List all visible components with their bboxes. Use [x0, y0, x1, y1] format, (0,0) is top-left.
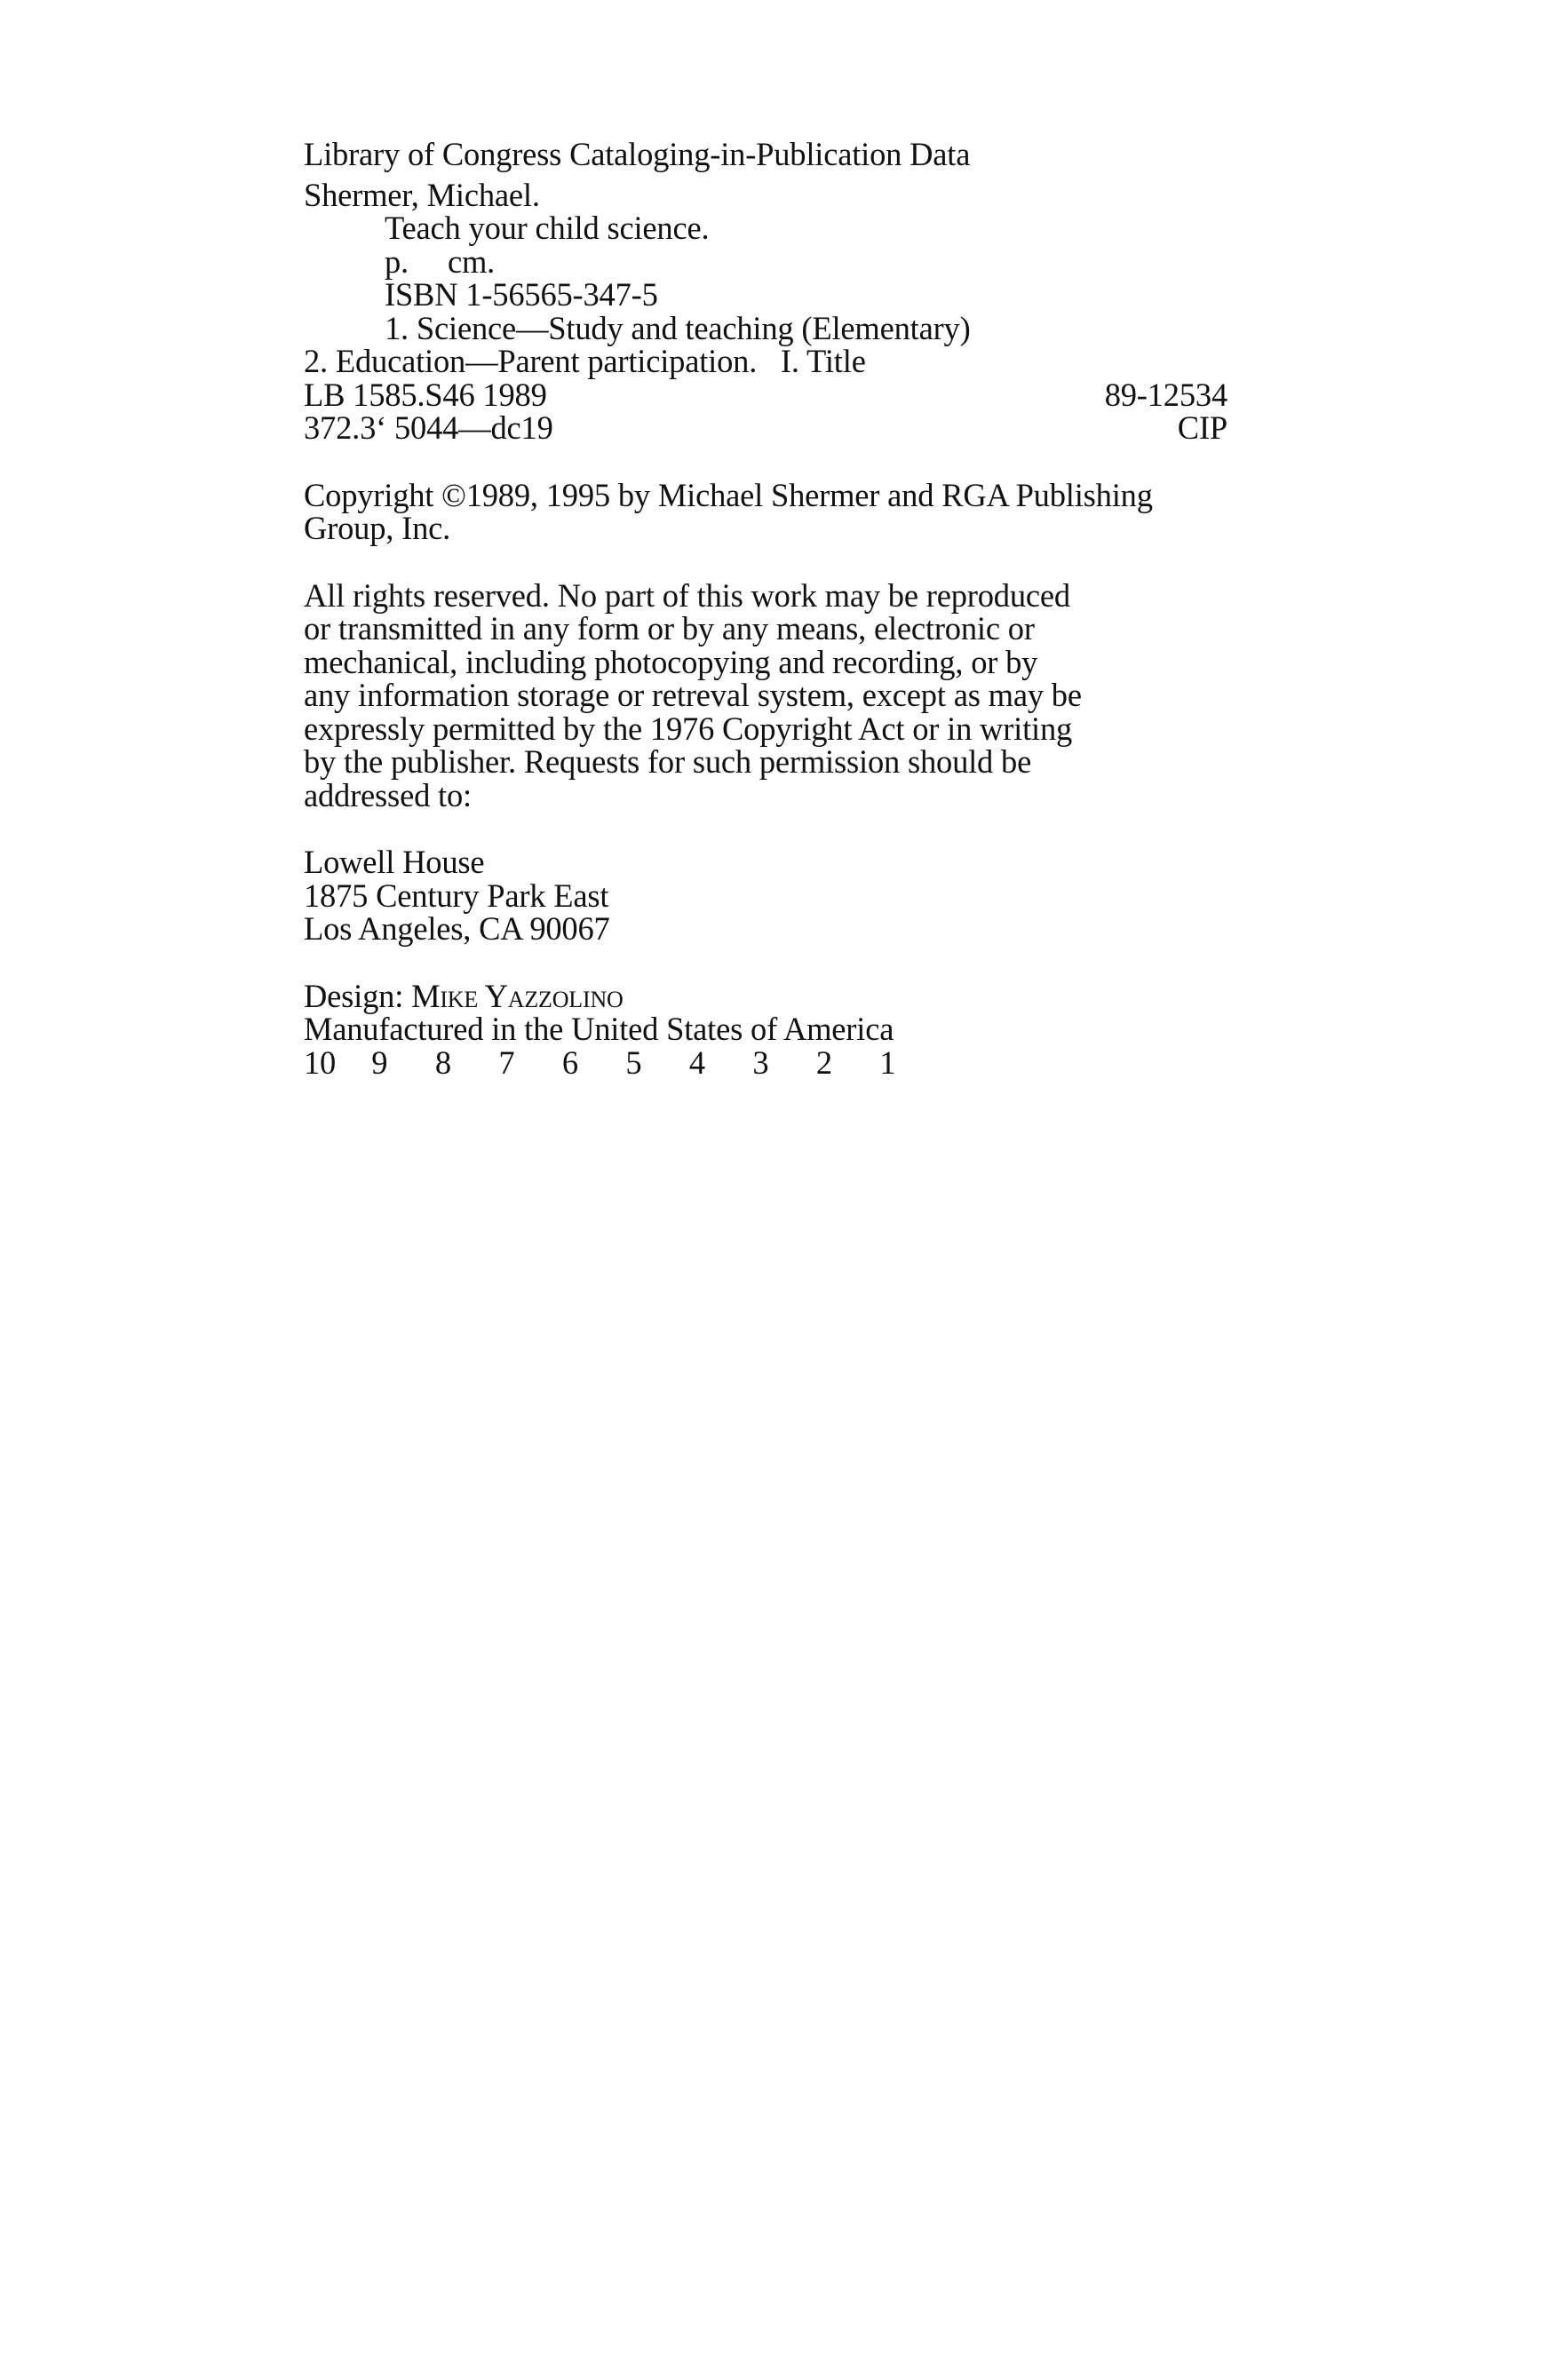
- cip-author: Shermer, Michael.: [304, 176, 540, 213]
- publisher-city: Los Angeles, CA 90067: [304, 910, 610, 947]
- credits-block: [304, 977, 1227, 1081]
- rights-line: any information storage or retreval system, except as may be: [304, 677, 1082, 713]
- cip-title: Teach your child science.: [385, 210, 710, 246]
- cip-block: [304, 138, 1227, 445]
- cip-subject-2: 2. Education—Parent participation. I. Title: [304, 343, 866, 379]
- printing-number: 9: [371, 1043, 388, 1081]
- rights-line: addressed to:: [304, 776, 472, 813]
- printing-line: [304, 1043, 943, 1081]
- rights-line: by the publisher. Requests for such permission should be: [304, 743, 1032, 780]
- rights-line: mechanical, including photocopying and recording, or by: [304, 643, 1038, 680]
- copyright-page: [304, 138, 1227, 1079]
- publisher-name: Lowell House: [304, 844, 485, 880]
- printing-number: 1: [879, 1043, 896, 1081]
- printing-number: 4: [688, 1043, 705, 1081]
- printing-number: 7: [498, 1043, 515, 1081]
- cip-lc-row: [304, 378, 1227, 412]
- rights-notice: [304, 576, 1227, 813]
- cip-lccn: 89-12534: [1104, 376, 1227, 413]
- cip-label: CIP: [1177, 409, 1227, 446]
- manufactured-statement: Manufactured in the United States of America: [304, 1011, 894, 1047]
- design-credit: [304, 977, 1227, 1014]
- cip-size: cm.: [447, 242, 496, 280]
- cip-header: Library of Congress Cataloging-in-Publication Data: [304, 136, 971, 172]
- printing-number: 5: [625, 1043, 642, 1081]
- publisher-street: 1875 Century Park East: [304, 877, 609, 914]
- cip-pages: p.: [385, 242, 409, 280]
- design-label: Design:: [304, 977, 404, 1014]
- rights-line: expressly permitted by the 1976 Copyright Act or in writing: [304, 710, 1073, 747]
- rights-line: All rights reserved. No part of this work may be reproduced: [304, 576, 1070, 614]
- copyright-notice: [304, 476, 1227, 546]
- rights-line: or transmitted in any form or by any means, electronic or: [304, 610, 1035, 647]
- cip-subject-1: 1. Science—Study and teaching (Elementary): [385, 309, 971, 346]
- cip-isbn: ISBN 1-56565-347-5: [385, 276, 658, 313]
- cip-dewey: 372.3‘ 5044—dc19: [304, 409, 553, 446]
- printing-number: 2: [815, 1043, 832, 1081]
- cip-physical-description: [304, 242, 1227, 280]
- printing-number: 10: [304, 1043, 337, 1081]
- printing-number: 6: [561, 1043, 578, 1081]
- copyright-line-1: Copyright ©1989, 1995 by Michael Shermer and RGA Publishing: [304, 476, 1153, 513]
- copyright-line-2: Group, Inc.: [304, 510, 451, 546]
- designer-name: Mike Yazzolino: [411, 977, 624, 1014]
- cip-dewey-row: [304, 411, 1227, 445]
- printing-number: 8: [434, 1043, 451, 1081]
- printing-number: 3: [752, 1043, 769, 1081]
- cip-lc-class: LB 1585.S46 1989: [304, 376, 547, 413]
- publisher-address: [304, 845, 1227, 946]
